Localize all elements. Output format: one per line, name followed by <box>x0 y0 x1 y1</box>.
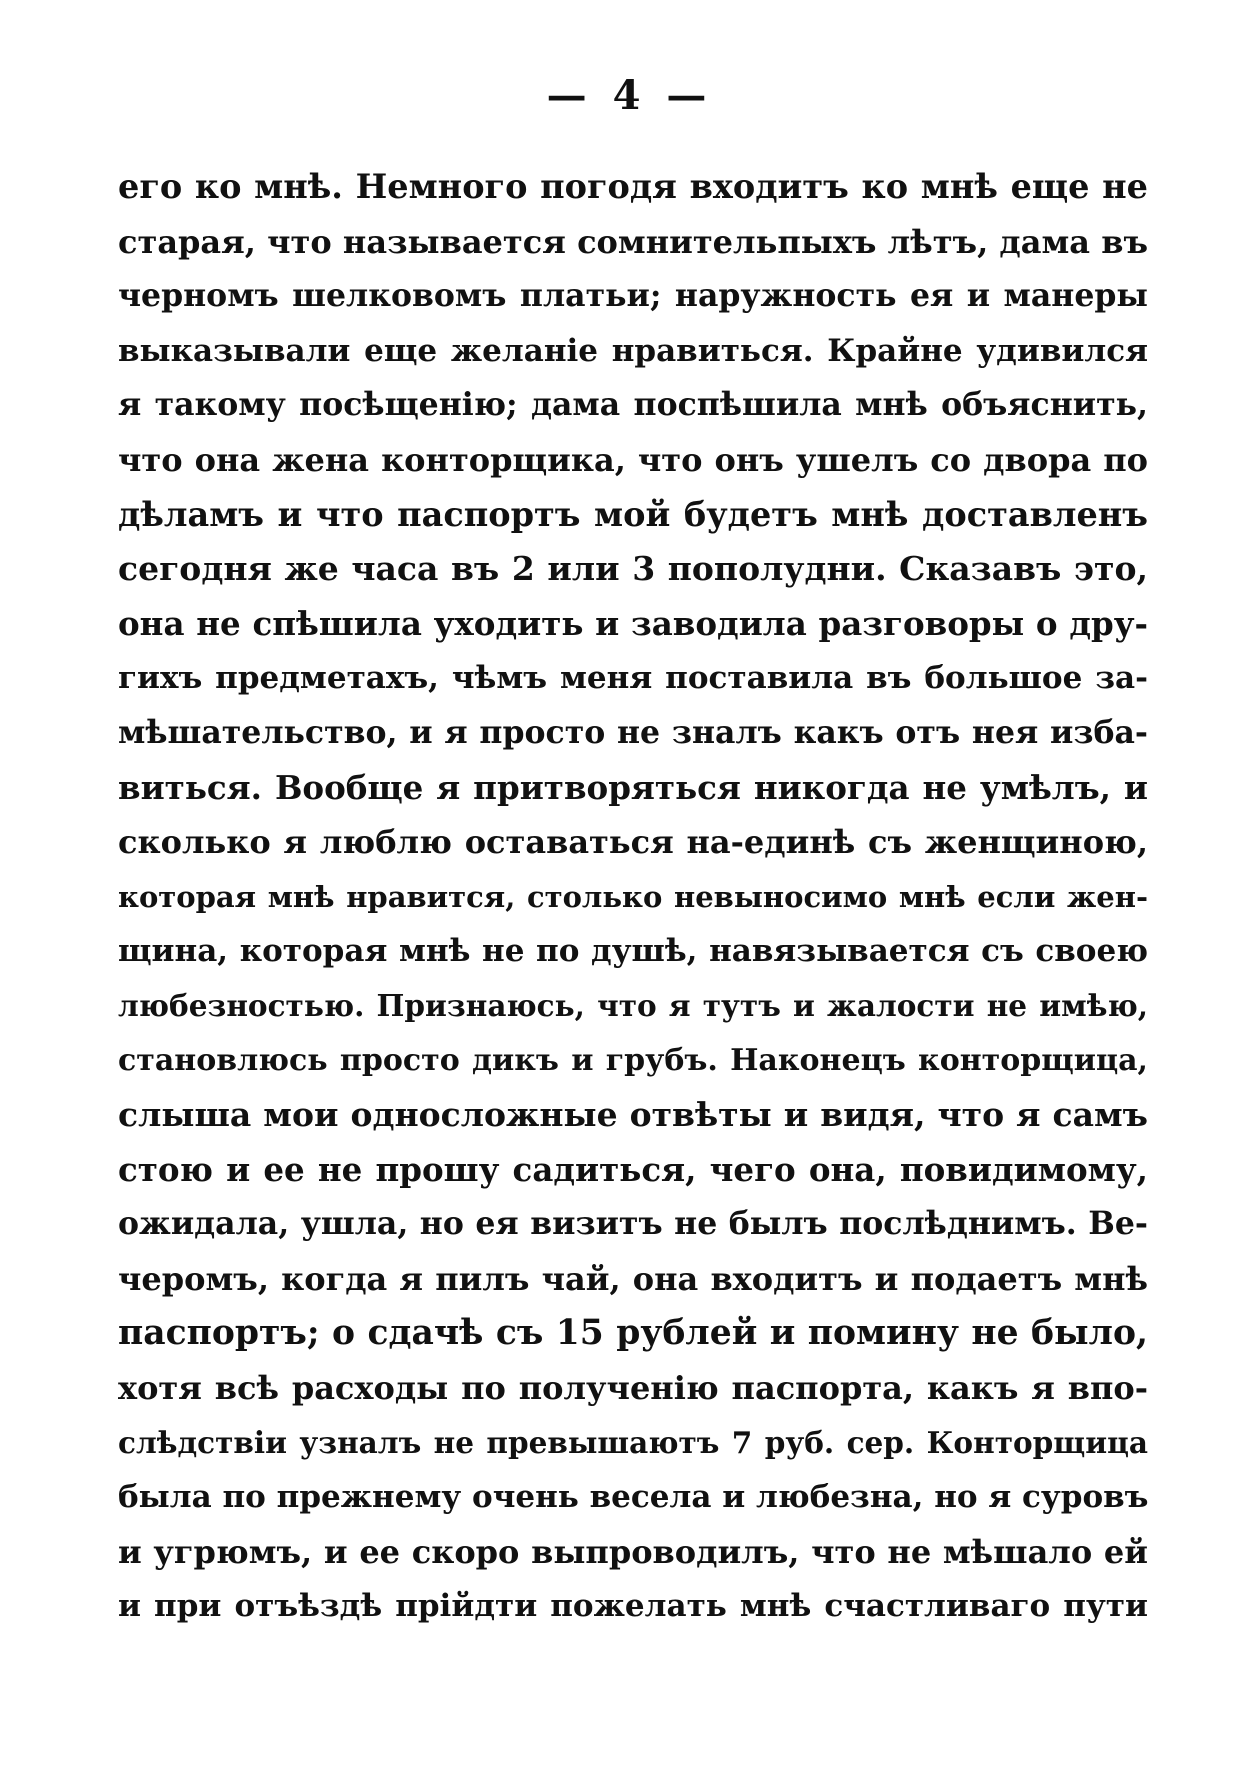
text-line: виться. Вообще я притворяться никогда не умѣлъ, и <box>118 767 1148 807</box>
text-line: что она жена конторщика, что онъ ушелъ со двора по <box>118 440 1148 479</box>
text-line: слыша мои односложные отвѣты и видя, что я самъ <box>118 1095 1148 1135</box>
text-line: мѣшательство, и я просто не зналъ какъ отъ нея изба- <box>118 713 1148 751</box>
text-line: становлюсь просто дикъ и грубъ. Наконецъ конторщица, <box>118 1042 1148 1078</box>
text-line: дѣламъ и что паспортъ мой будетъ мнѣ доставленъ <box>118 494 1148 534</box>
text-line: ожидала, ушла, но ея визитъ не былъ послѣднимъ. Ве- <box>118 1205 1148 1243</box>
text-line: я такому посѣщенію; дама поспѣшила мнѣ объяснить, <box>118 386 1148 424</box>
text-line: щина, которая мнѣ не по душѣ, навязывается съ своею <box>118 933 1148 970</box>
text-line: его ко мнѣ. Немного погодя входитъ ко мнѣ еще не <box>118 167 1148 206</box>
text-line: старая, что называется сомнительпыхъ лѣтъ, дама въ <box>118 222 1148 261</box>
text-line: хотя всѣ расходы по полученію паспорта, какъ я впо- <box>118 1369 1148 1408</box>
text-line: которая мнѣ нравится, столько невыносимо мнѣ если жен- <box>118 879 1148 914</box>
text-line: черномъ шелковомъ платьи; наружность ея и манеры <box>118 277 1148 315</box>
text-line: и при отъѣздѣ прійдти пожелать мнѣ счастливаго пути <box>118 1588 1148 1625</box>
text-line: выказывали еще желаніе нравиться. Крайне удивился <box>118 332 1148 369</box>
text-line: гихъ предметахъ, чѣмъ меня поставила въ большое за- <box>118 660 1148 697</box>
text-line: стою и ее не прошу садиться, чего она, повидимому, <box>118 1149 1148 1189</box>
text-line: и угрюмъ, и ее скоро выпроводилъ, что не мѣшало ей <box>118 1532 1148 1571</box>
text-line: черомъ, когда я пилъ чай, она входитъ и подаетъ мнѣ <box>118 1259 1148 1298</box>
text-line: сколько я люблю оставаться на-единѣ съ женщиною, <box>118 823 1148 862</box>
text-line: любезностью. Признаюсь, что я тутъ и жалости не имѣю, <box>118 987 1148 1023</box>
text-line: слѣдствіи узналъ не превышаютъ 7 руб. сер. Конторщица <box>118 1424 1148 1460</box>
text-line: сегодня же часа въ 2 или 3 пополудни. Сказавъ это, <box>118 549 1148 589</box>
page-number: — 4 — <box>546 72 713 119</box>
text-line: она не спѣшила уходить и заводила разговоры о дру- <box>118 603 1148 643</box>
text-line: была по прежнему очень весела и любезна, но я суровъ <box>118 1479 1148 1516</box>
body-text <box>118 160 1148 1634</box>
text-line: паспортъ; о сдачѣ съ 15 рублей и помину не было, <box>118 1313 1148 1354</box>
